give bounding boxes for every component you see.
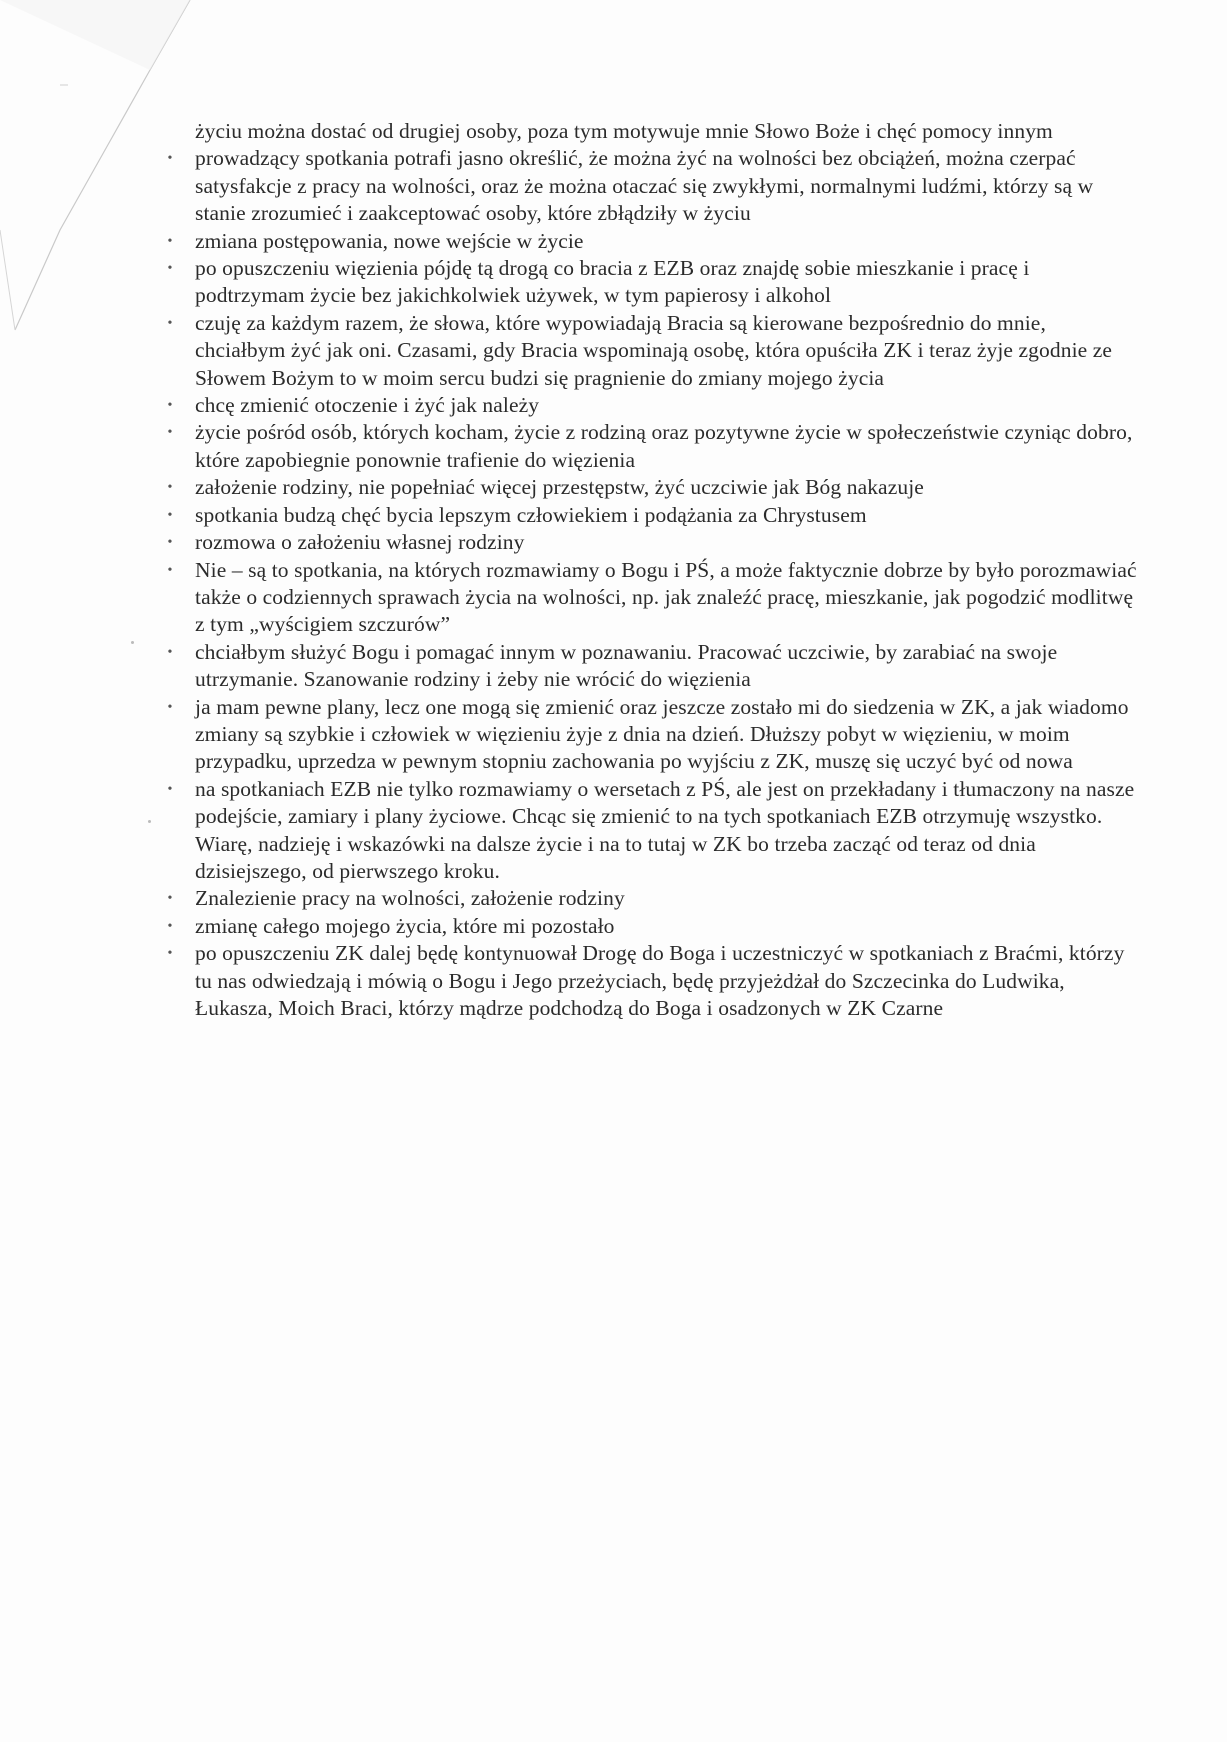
list-item — [167, 940, 1140, 1022]
folded-corner-shadow — [0, 0, 200, 360]
bullet-marker: • — [167, 781, 173, 797]
list-item — [167, 228, 1140, 255]
list-item — [167, 502, 1140, 529]
list-item-text: spotkania budzą chęć bycia lepszym człowiekiem i podążania za Chrystusem — [195, 502, 867, 527]
document-body — [167, 118, 1140, 1022]
bullet-marker: • — [167, 562, 173, 578]
bullet-marker: • — [167, 315, 173, 331]
list-item — [167, 529, 1140, 556]
bullet-marker: • — [167, 946, 173, 962]
list-item-text: rozmowa o założeniu własnej rodziny — [195, 530, 525, 555]
list-item-text: po opuszczeniu więzienia pójdę tą drogą co bracia z EZB oraz znajdę sobie mieszkanie i pracę i podtrzymam życie bez jakichkolwiek używek, w tym papierosy i alkohol — [195, 256, 1030, 308]
scan-speck — [148, 820, 151, 823]
scan-speck — [131, 641, 134, 644]
list-item — [167, 419, 1140, 474]
list-item — [167, 145, 1140, 227]
bullet-marker: • — [167, 891, 173, 907]
list-item — [167, 776, 1140, 886]
list-item — [167, 639, 1140, 694]
bullet-marker: • — [167, 699, 173, 715]
list-item — [167, 557, 1140, 639]
list-item-text: prowadzący spotkania potrafi jasno określić, że można żyć na wolności bez obciążeń, można czerpać satysfakcje z pracy na wolności, oraz że można otaczać się zwykłymi, normalnymi ludźmi, którzy są w stanie zrozumieć i zaakceptować osoby, które zbłądziły w życiu — [195, 146, 1094, 226]
bullet-marker: • — [167, 398, 173, 414]
list-item — [167, 392, 1140, 419]
list-item — [167, 474, 1140, 501]
list-item-text: Znalezienie pracy na wolności, założenie rodziny — [195, 886, 625, 911]
list-item — [167, 694, 1140, 776]
bullet-marker: • — [167, 535, 173, 551]
list-item-text: założenie rodziny, nie popełniać więcej przestępstw, żyć uczciwie jak Bóg nakazuje — [195, 475, 924, 500]
bullet-list — [167, 145, 1140, 1022]
list-item-text: Nie – są to spotkania, na których rozmawiamy o Bogu i PŚ, a może faktycznie dobrze by było porozmawiać także o codziennych sprawach życia na wolności, np. jak znaleźć pracę, mieszkanie, jak pogodzić modlitwę z tym „wyścigiem szczurów” — [195, 557, 1137, 637]
list-item — [167, 885, 1140, 912]
list-item-text: po opuszczeniu ZK dalej będę kontynuował Drogę do Boga i uczestniczyć w spotkaniach z Braćmi, którzy tu nas odwiedzają i mówią o Bogu i Jego przeżyciach, będę przyjeżdżał do Szczecinka do Ludwika, Łukasza, Moich Braci, którzy mądrze podchodzą do Boga i osadzonych w ZK Czarne — [195, 941, 1125, 1020]
list-item-text: życie pośród osób, których kocham, życie z rodziną oraz pozytywne życie w społeczeństwie czyniąc dobro, które zapobiegnie ponownie trafienie do więzienia — [195, 420, 1133, 472]
list-item — [167, 913, 1140, 940]
bullet-marker: • — [167, 644, 173, 660]
bullet-marker: • — [167, 261, 173, 277]
bullet-marker: • — [167, 507, 173, 523]
list-item-text: ja mam pewne plany, lecz one mogą się zmienić oraz jeszcze zostało mi do siedzenia w ZK, a jak wiadomo zmiany są szybkie i człowiek w więzieniu żyje z dnia na dzień. Dłuższy pobyt w więzieniu, w moim przypadku, uprzedza w pewnym stopniu zachowania po wyjściu z ZK, muszę się uczyć być od nowa — [195, 694, 1129, 774]
list-item — [167, 310, 1140, 392]
list-item-text: czuję za każdym razem, że słowa, które wypowiadają Bracia są kierowane bezpośrednio do mnie, chciałbym żyć jak oni. Czasami, gdy Bracia wspominają osobę, która opuściła ZK i teraz żyje zgodnie ze Słowem Bożym to w moim sercu budzi się pragnienie do zmiany mojego życia — [195, 310, 1113, 390]
bullet-marker: • — [167, 425, 173, 441]
bullet-marker: • — [167, 151, 173, 167]
intro-line: życiu można dostać od drugiej osoby, poza tym motywuje mnie Słowo Boże i chęć pomocy innym — [195, 119, 1053, 143]
list-item-text: na spotkaniach EZB nie tylko rozmawiamy o wersetach z PŚ, ale jest on przekładany i tłumaczony na nasze podejście, zamiary i plany życiowe. Chcąc się zmienić to na tych spotkaniach EZB otrzymuję wszystko. Wiarę, nadzieję i wskazówki na dalsze życie i na to tutaj w ZK bo trzeba zacząć od teraz od dnia dzisiejszego, od pierwszego kroku. — [195, 776, 1135, 883]
bullet-marker: • — [167, 233, 173, 249]
bullet-marker: • — [167, 918, 173, 934]
list-item — [167, 255, 1140, 310]
list-item-text: chcę zmienić otoczenie i żyć jak należy — [195, 393, 540, 418]
list-item-text: zmiana postępowania, nowe wejście w życie — [195, 228, 584, 253]
bullet-marker: • — [167, 480, 173, 496]
list-item-text: zmianę całego mojego życia, które mi pozostało — [195, 913, 615, 938]
list-item-text: chciałbym służyć Bogu i pomagać innym w poznawaniu. Pracować uczciwie, by zarabiać na swoje utrzymanie. Szanowanie rodziny i żeby nie wrócić do więzienia — [195, 639, 1058, 692]
